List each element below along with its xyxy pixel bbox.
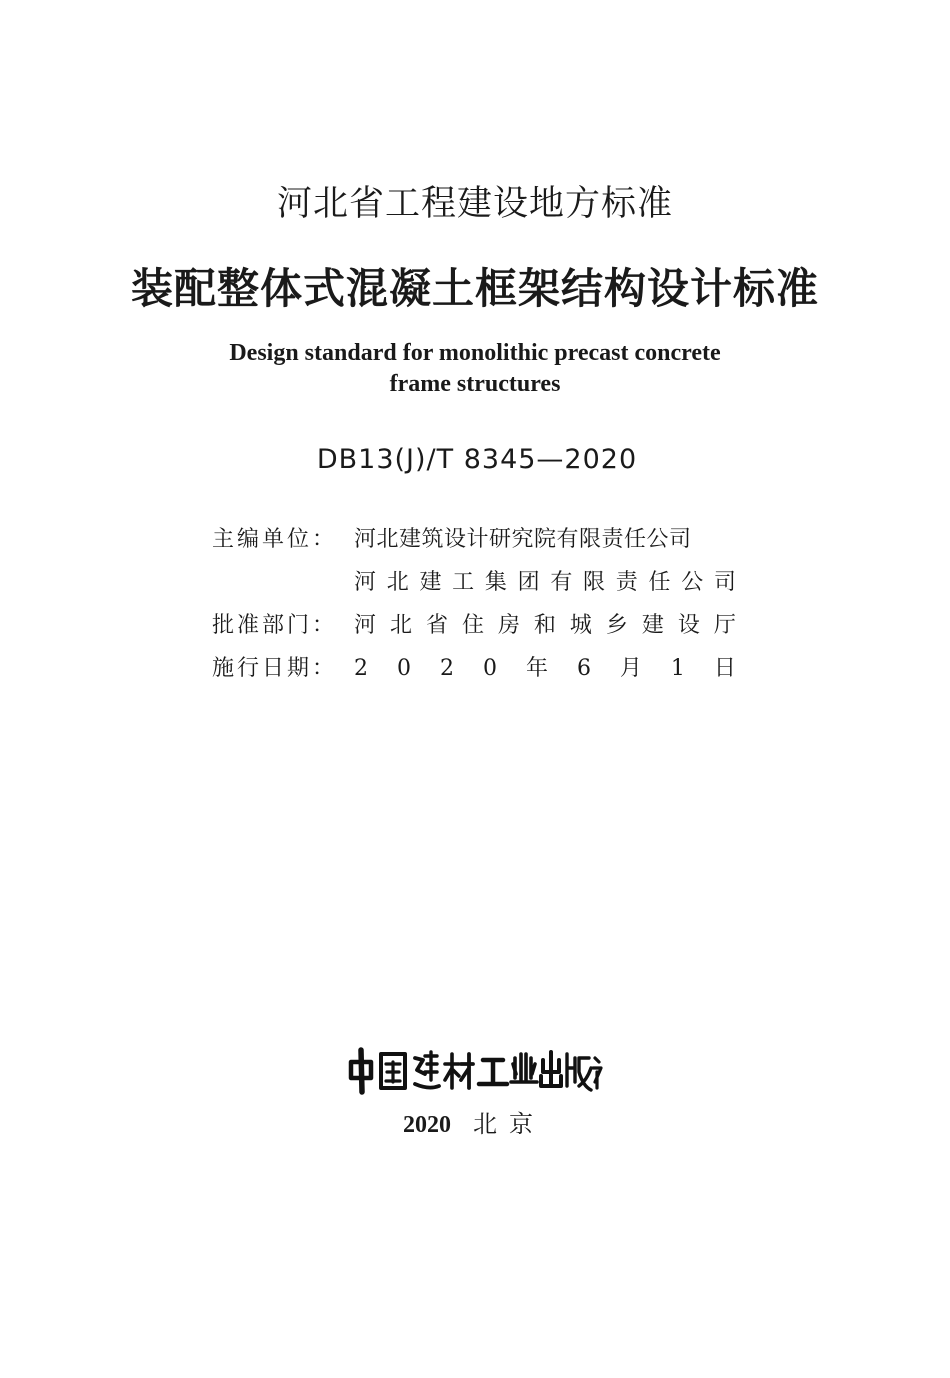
info-block bbox=[212, 522, 742, 694]
info-char: 北 bbox=[386, 570, 409, 595]
info-char: 河 bbox=[354, 570, 377, 595]
main-title: 装配整体式混凝土框架结构设计标准 bbox=[130, 264, 819, 313]
series-title: 河北省工程建设地方标准 bbox=[276, 184, 673, 224]
info-char: 省 bbox=[425, 613, 448, 638]
date-value bbox=[354, 651, 736, 687]
approval-label: 批准部门： bbox=[212, 613, 338, 638]
info-char: 河 bbox=[354, 613, 377, 638]
publisher-year: 2020 bbox=[403, 1112, 451, 1138]
chief-editor-row-2 bbox=[212, 565, 742, 608]
chief-editor-label: 主编单位： bbox=[212, 527, 338, 552]
info-char: 建 bbox=[641, 613, 664, 638]
standard-code: DB13(J)/T 8345—2020 bbox=[316, 444, 638, 475]
english-title bbox=[0, 338, 950, 400]
info-char: 城 bbox=[569, 613, 592, 638]
publisher-logo bbox=[345, 1044, 603, 1096]
info-char: 厅 bbox=[713, 613, 736, 638]
info-char: 有 bbox=[550, 570, 573, 595]
english-title-line-2: frame structures bbox=[389, 371, 561, 397]
info-char: 年 bbox=[525, 656, 548, 681]
info-char: 0 bbox=[482, 656, 497, 681]
info-char: 0 bbox=[396, 656, 411, 681]
info-char: 住 bbox=[461, 613, 484, 638]
chief-editor-row bbox=[212, 522, 742, 565]
info-char: 限 bbox=[583, 570, 606, 595]
info-char: 司 bbox=[713, 570, 736, 595]
info-char: 和 bbox=[533, 613, 556, 638]
publisher-city: 北京 bbox=[473, 1110, 545, 1138]
info-char: 6 bbox=[576, 656, 591, 681]
info-char: 任 bbox=[648, 570, 671, 595]
info-char: 乡 bbox=[605, 613, 628, 638]
info-char: 公 bbox=[681, 570, 704, 595]
info-char: 房 bbox=[497, 613, 520, 638]
english-title-line-1: Design standard for monolithic precast concrete bbox=[229, 340, 721, 366]
info-char: 月 bbox=[619, 656, 642, 681]
info-char: 1 bbox=[670, 656, 685, 681]
info-char: 设 bbox=[677, 613, 700, 638]
info-char: 北 bbox=[389, 613, 412, 638]
publisher-place bbox=[0, 1104, 949, 1139]
chief-editor-2 bbox=[354, 565, 736, 601]
approval-row bbox=[212, 608, 742, 651]
info-char: 团 bbox=[517, 570, 540, 595]
info-char: 集 bbox=[484, 570, 507, 595]
info-char: 工 bbox=[452, 570, 475, 595]
date-row bbox=[212, 651, 742, 694]
info-char: 日 bbox=[713, 656, 736, 681]
info-char: 2 bbox=[354, 656, 368, 681]
approval-value bbox=[354, 608, 736, 644]
info-char: 建 bbox=[419, 570, 442, 595]
date-label: 施行日期： bbox=[212, 656, 338, 681]
info-char: 责 bbox=[615, 570, 638, 595]
chief-editor-1: 河北建筑设计研究院有限责任公司 bbox=[354, 527, 692, 552]
info-char: 2 bbox=[439, 656, 454, 681]
